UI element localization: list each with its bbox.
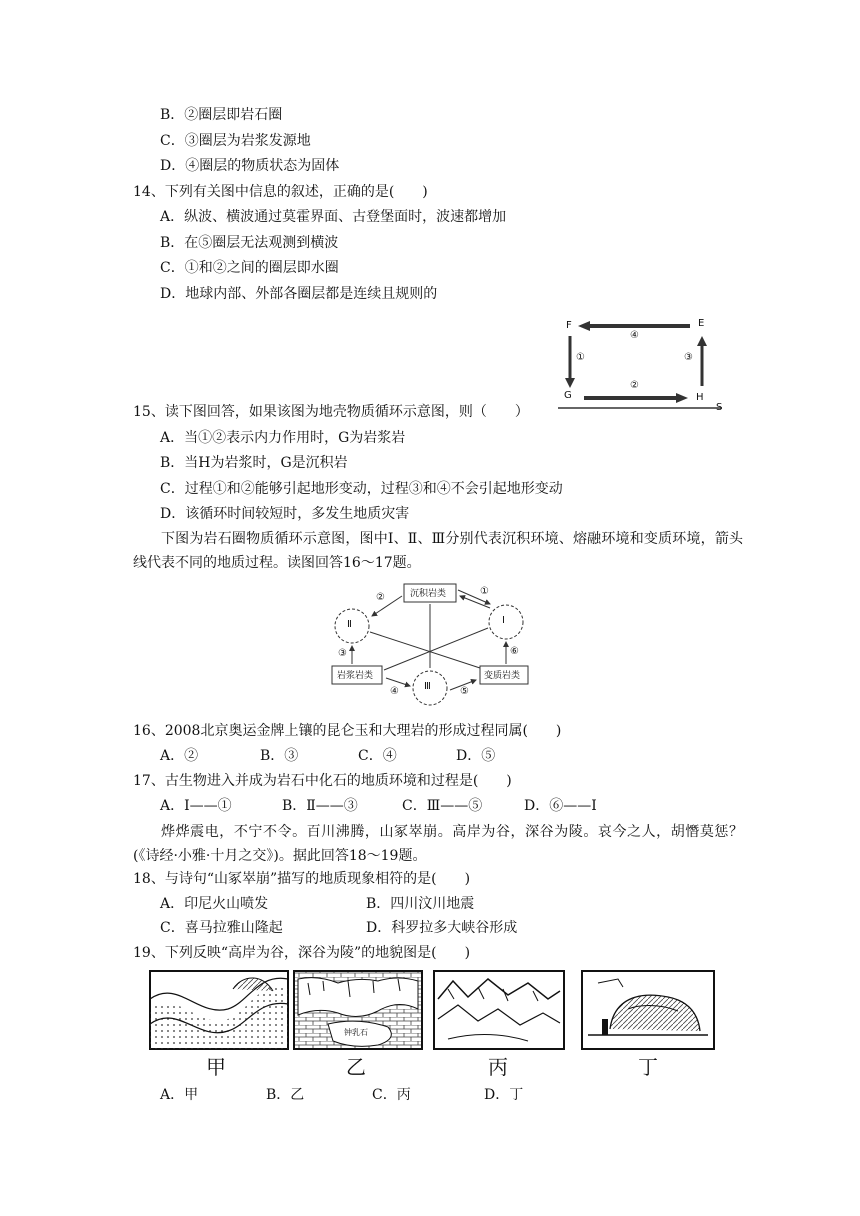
stalactite-label: 钟乳石	[344, 1028, 368, 1037]
corner-e-label: E	[698, 318, 705, 329]
process-1-label: ①	[480, 586, 489, 597]
panel-ding-drawing	[582, 971, 714, 1049]
landform-figure	[148, 969, 728, 1081]
q16-options	[160, 746, 495, 766]
panel-bing-drawing	[434, 971, 564, 1049]
q16-stem: 16、2008北京奥运金牌上镶的昆仑玉和大理岩的形成过程同属( )	[133, 723, 562, 739]
arrow-1-label: ①	[576, 352, 585, 363]
corner-f-label: F	[566, 320, 572, 331]
q14-option-c: C．①和②之间的圈层即水圈	[160, 260, 339, 276]
q19-option-d: D．丁	[484, 1087, 524, 1103]
q15-stem: 15、读下图回答，如果该图为地壳物质循环示意图，则（ ）	[133, 404, 529, 420]
corner-h-label: H	[696, 392, 704, 403]
panel-jia-drawing	[150, 971, 288, 1049]
q14-option-d: D．地球内部、外部各圈层都是连续且规则的	[160, 286, 438, 302]
q18-options-row2	[160, 918, 517, 938]
arrow-4-label: ④	[630, 330, 639, 341]
box-metamorphic: 变质岩类	[484, 671, 521, 681]
q19-option-b: B．乙	[266, 1087, 305, 1103]
intro-18-19: 烨烨震电，不宁不令。百川沸腾，山冢崒崩。高岸为谷，深谷为陵。哀今之人，胡憯莫惩？(《诗经·小雅·十月之交》)。据此回答18～19题。	[133, 824, 743, 864]
arrow-2-label: ②	[630, 380, 639, 391]
q17-option-a: A．Ⅰ——①	[160, 798, 232, 814]
q17-option-c: C．Ⅲ——⑤	[402, 798, 483, 814]
process-2-label: ②	[376, 592, 385, 603]
q17-stem: 17、古生物进入并成为岩石中化石的地质环境和过程是( )	[133, 773, 512, 789]
rock-cycle-figure	[330, 582, 530, 712]
process-3-label: ③	[338, 648, 347, 659]
panel-ding-label: 丁	[638, 1055, 658, 1079]
box-igneous: 岩浆岩类	[337, 671, 374, 681]
q15-option-a: A．当①②表示内力作用时，G为岩浆岩	[160, 430, 406, 446]
q16-option-a: A．②	[160, 748, 199, 764]
q14-stem: 14、下列有关图中信息的叙述，正确的是( )	[133, 184, 428, 200]
box-sedimentary: 沉积岩类	[410, 589, 447, 599]
env-1-label: Ⅰ	[502, 615, 505, 626]
crust-cycle-figure	[550, 316, 730, 416]
process-5-label: ⑤	[460, 686, 469, 697]
q16-option-c: C．④	[358, 748, 397, 764]
q15-option-d: D．该循环时间较短时，多发生地质灾害	[160, 506, 410, 522]
q13-option-b: B．②圈层即岩石圈	[160, 107, 283, 123]
q18-option-a: A．印尼火山喷发	[160, 896, 269, 912]
q18-option-b: B．四川汶川地震	[366, 896, 475, 912]
q19-option-c: C．丙	[372, 1087, 411, 1103]
q18-option-c: C．喜马拉雅山隆起	[160, 920, 283, 936]
q17-options	[160, 796, 597, 816]
q15-option-c: C．过程①和②能够引起地形变动，过程③和④不会引起地形变动	[160, 481, 563, 497]
panel-yi-label: 乙	[346, 1055, 366, 1079]
process-4-label: ④	[390, 686, 399, 697]
q19-option-a: A．甲	[160, 1087, 199, 1103]
q18-stem: 18、与诗句“山冢崒崩”描写的地质现象相符的是( )	[133, 871, 471, 887]
q13-option-c: C．③圈层为岩浆发源地	[160, 133, 311, 149]
q16-option-b: B．③	[260, 748, 299, 764]
process-6-label: ⑥	[510, 646, 519, 657]
arrow-3-label: ③	[684, 352, 693, 363]
q17-option-d: D．⑥——Ⅰ	[524, 798, 597, 814]
env-2-label: Ⅱ	[347, 619, 352, 630]
panel-bing-label: 丙	[488, 1055, 508, 1079]
env-3-label: Ⅲ	[424, 681, 431, 692]
q18-option-d: D．科罗拉多大峡谷形成	[366, 920, 518, 936]
panel-jia-label: 甲	[206, 1055, 226, 1079]
q16-option-d: D．⑤	[456, 748, 496, 764]
q19-stem: 19、下列反映“高岸为谷，深谷为陵”的地貌图是( )	[133, 945, 471, 961]
q19-options	[160, 1085, 523, 1105]
q14-option-b: B．在⑤圈层无法观测到横波	[160, 235, 339, 251]
q18-options-row1	[160, 894, 474, 914]
q15-option-b: B．当H为岩浆时，G是沉积岩	[160, 455, 348, 471]
q13-option-d: D．④圈层的物质状态为固体	[160, 158, 340, 174]
corner-g-label: G	[564, 390, 572, 401]
q14-option-a: A．纵波、横波通过莫霍界面、古登堡面时，波速都增加	[160, 209, 507, 225]
q17-option-b: B．Ⅱ——③	[282, 798, 358, 814]
intro-16-17: 下图为岩石圈物质循环示意图，图中Ⅰ、Ⅱ、Ⅲ分别代表沉积环境、熔融环境和变质环境，箭头线代表不同的地质过程。读图回答16～17题。	[133, 531, 743, 571]
corner-s-label: S	[716, 402, 723, 413]
